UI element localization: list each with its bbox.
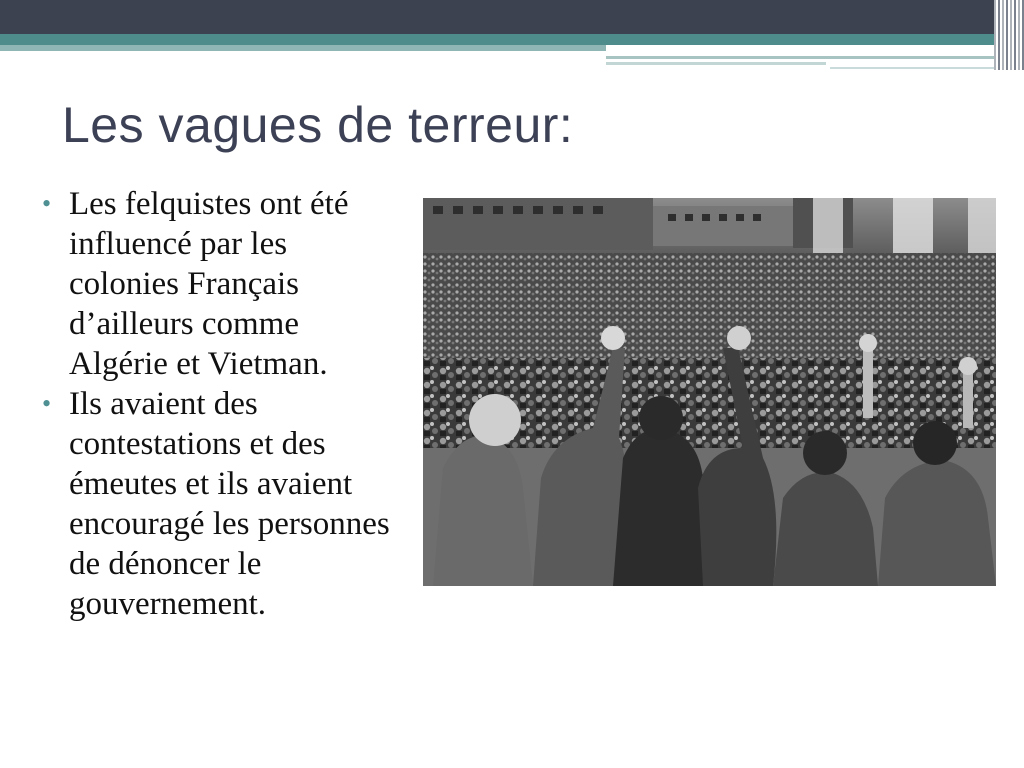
header-stripes [994,0,1024,70]
header-teal-band [0,34,1000,45]
bullet-text: Les felquistes ont été influencé par les colonies Français d’ailleurs comme Algérie et Vietman. [69,186,349,382]
bullet-list [40,184,400,624]
header-dark-band [0,0,1024,34]
slide-title: Les vagues de terreur: [62,97,574,153]
bullet-icon: • [42,389,52,418]
bullet-item [40,384,400,624]
crowd-protest-photo [423,198,996,586]
photo-illustration [423,198,996,586]
bullet-item [40,184,400,384]
header-accent-line [606,62,826,65]
header-accent-line [606,56,1006,59]
bullet-icon: • [42,189,52,218]
bullet-text: Ils avaient des contestations et des émeutes et ils avaient encouragé les personnes de dénoncer le gouvernement. [69,386,390,622]
header-accent-line [830,67,1000,69]
header-teal-light-band [0,45,606,51]
header-step [606,45,1000,55]
